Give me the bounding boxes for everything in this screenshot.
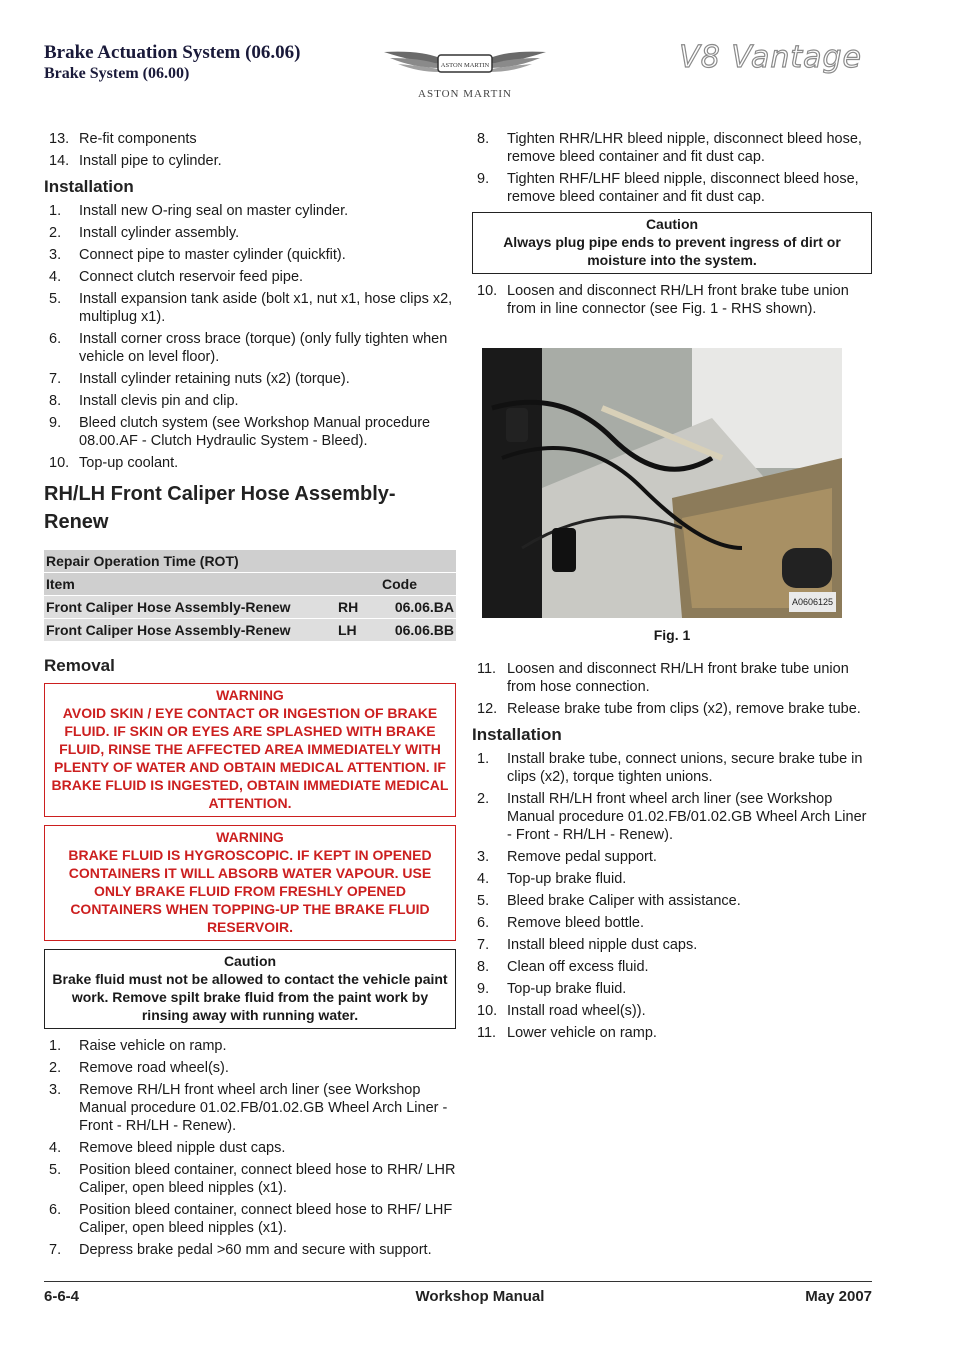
list-item xyxy=(44,1161,456,1197)
manual-title: Workshop Manual xyxy=(415,1288,545,1305)
list-item xyxy=(472,170,872,206)
step-text: Install cylinder assembly. xyxy=(79,225,240,241)
caution-box-paint xyxy=(44,949,456,1029)
bleed-steps-list xyxy=(472,130,872,206)
step-number: 10. xyxy=(477,283,498,299)
step-number: 10. xyxy=(477,1003,498,1019)
installation-heading: Installation xyxy=(44,177,134,196)
step-number: 6. xyxy=(477,915,490,931)
step-text: Install new O-ring seal on master cylinder. xyxy=(79,203,349,219)
hose-steps-list xyxy=(472,660,872,718)
step-number: 3. xyxy=(49,1082,62,1098)
list-item xyxy=(472,914,872,932)
rot-col-item: Item xyxy=(44,573,380,596)
list-item xyxy=(472,958,872,976)
step-text: Top-up brake fluid. xyxy=(507,981,627,997)
disconnect-steps-list xyxy=(472,282,872,318)
pre-steps-list xyxy=(44,130,456,170)
table-row xyxy=(44,596,456,619)
list-item xyxy=(44,1201,456,1237)
step-text: Install pipe to cylinder. xyxy=(79,153,222,169)
step-text: Loosen and disconnect RH/LH front brake tube union from hose connection. xyxy=(507,661,849,695)
step-number: 2. xyxy=(49,225,62,241)
list-item xyxy=(472,1024,872,1042)
step-text: Release brake tube from clips (x2), remove brake tube. xyxy=(507,701,861,717)
step-text: Remove RH/LH front wheel arch liner (see Workshop Manual procedure 01.02.FB/01.02.GB Wheel Arch Liner - Front - RH/LH - Renew). xyxy=(79,1082,448,1134)
list-item xyxy=(44,246,456,264)
wings-logo-icon xyxy=(380,42,550,86)
step-number: 3. xyxy=(49,247,62,263)
caution-box-plug-pipes xyxy=(472,212,872,274)
step-text: Remove road wheel(s). xyxy=(79,1060,229,1076)
step-text: Install clevis pin and clip. xyxy=(79,393,239,409)
step-number: 4. xyxy=(477,871,490,887)
step-number: 2. xyxy=(477,791,490,807)
step-number: 14. xyxy=(49,153,70,169)
step-number: 5. xyxy=(477,893,490,909)
warning-label: WARNING xyxy=(216,687,284,703)
step-text: Remove bleed nipple dust caps. xyxy=(79,1140,286,1156)
step-text: Remove bleed bottle. xyxy=(507,915,645,931)
rot-code: 06.06.BB xyxy=(380,619,456,642)
step-text: Loosen and disconnect RH/LH front brake tube union from in line connector (see Fig. 1 - RHS shown). xyxy=(507,283,849,317)
step-text: Tighten RHR/LHR bleed nipple, disconnect bleed hose, remove bleed container and fit dust cap. xyxy=(507,131,862,165)
list-item xyxy=(44,268,456,286)
list-item xyxy=(44,454,456,472)
step-text: Bleed clutch system (see Workshop Manual procedure 08.00.AF - Clutch Hydraulic System - Bleed). xyxy=(79,415,431,449)
step-number: 2. xyxy=(49,1060,62,1076)
step-text: Connect pipe to master cylinder (quickfit). xyxy=(79,247,346,263)
step-number: 8. xyxy=(477,131,490,147)
step-number: 13. xyxy=(49,131,70,147)
step-number: 11. xyxy=(477,661,497,677)
list-item xyxy=(44,202,456,220)
aston-martin-logo xyxy=(380,42,550,110)
step-number: 5. xyxy=(49,1162,62,1178)
warning-text: BRAKE FLUID IS HYGROSCOPIC. IF KEPT IN OPENED CONTAINERS IT WILL ABSORB WATER VAPOUR. USE ONLY BRAKE FLUID FROM FRESHLY OPENED CONTAINERS WHEN TOPPING-UP THE BRAKE FLUID RESERVOIR. xyxy=(68,847,432,935)
rot-col-code: Code xyxy=(380,573,456,596)
step-number: 3. xyxy=(477,849,490,865)
warning-label: WARNING xyxy=(216,829,284,845)
step-text: Install brake tube, connect unions, secure brake tube in clips (x2), torque tighten unions. xyxy=(507,751,863,785)
step-number: 1. xyxy=(49,1038,62,1054)
rot-code: 06.06.BA xyxy=(380,596,456,619)
rot-item: Front Caliper Hose Assembly-Renew xyxy=(44,619,336,642)
caution-text: Always plug pipe ends to prevent ingress of dirt or moisture into the system. xyxy=(503,234,841,268)
figure-id: A0606125 xyxy=(789,592,836,612)
list-item xyxy=(472,870,872,888)
header-subtitle: Brake System (06.00) xyxy=(44,65,190,82)
step-text: Position bleed container, connect bleed hose to RHF/ LHF Caliper, open bleed nipples (x1). xyxy=(79,1202,453,1236)
step-text: Bleed brake Caliper with assistance. xyxy=(507,893,741,909)
step-number: 4. xyxy=(49,1140,62,1156)
step-text: Position bleed container, connect bleed hose to RHR/ LHR Caliper, open bleed nipples (x1). xyxy=(79,1162,456,1196)
list-item xyxy=(472,936,872,954)
list-item xyxy=(472,750,872,786)
list-item xyxy=(472,790,872,844)
step-number: 9. xyxy=(49,415,62,431)
warning-box-skin-contact xyxy=(44,683,456,817)
list-item xyxy=(472,980,872,998)
step-number: 10. xyxy=(49,455,70,471)
list-item xyxy=(44,1241,456,1259)
caution-label: Caution xyxy=(223,953,277,969)
step-number: 6. xyxy=(49,331,62,347)
step-number: 11. xyxy=(477,1025,497,1041)
list-item xyxy=(472,892,872,910)
list-item xyxy=(472,700,872,718)
step-text: Top-up brake fluid. xyxy=(507,871,627,887)
list-item xyxy=(472,282,872,318)
step-number: 8. xyxy=(477,959,490,975)
warning-text: AVOID SKIN / EYE CONTACT OR INGESTION OF BRAKE FLUID. IF SKIN OR EYES ARE SPLASHED WITH BRAKE FLUID, RINSE THE AFFECTED AREA IMMEDIATELY WITH PLENTY OF WATER AND OBTAIN MEDICAL ATTENTION. IF BRAKE FLUID IS INGESTED, OBTAIN IMMEDIATE MEDICAL ATTENTION. xyxy=(51,705,449,811)
step-number: 7. xyxy=(49,1242,62,1258)
installation-heading-2: Installation xyxy=(472,725,562,744)
list-item xyxy=(44,130,456,148)
list-item xyxy=(44,1081,456,1135)
model-name: V8 Vantage xyxy=(679,40,862,75)
step-number: 4. xyxy=(49,269,62,285)
step-text: Raise vehicle on ramp. xyxy=(79,1038,227,1054)
caution-label: Caution xyxy=(645,216,699,232)
rot-side: RH xyxy=(336,596,380,619)
footer-divider xyxy=(44,1281,872,1282)
step-text: Top-up coolant. xyxy=(79,455,179,471)
step-number: 9. xyxy=(477,171,490,187)
step-text: Clean off excess fluid. xyxy=(507,959,649,975)
caution-text: Brake fluid must not be allowed to contact the vehicle paint work. Remove spilt brake fluid from the paint work by rinsing away with running water. xyxy=(52,971,448,1023)
step-number: 1. xyxy=(49,203,62,219)
list-item xyxy=(472,1002,872,1020)
section-title: RH/LH Front Caliper Hose Assembly-Renew xyxy=(44,483,396,533)
list-item xyxy=(44,414,456,450)
engine-bay-photo-icon xyxy=(482,348,842,618)
list-item xyxy=(44,330,456,366)
page-header xyxy=(44,42,300,84)
right-column xyxy=(472,130,872,1046)
step-text: Install bleed nipple dust caps. xyxy=(507,937,698,953)
step-text: Tighten RHF/LHF bleed nipple, disconnect bleed hose, remove bleed container and fit dust cap. xyxy=(507,171,859,205)
step-text: Depress brake pedal >60 mm and secure with support. xyxy=(79,1242,432,1258)
list-item xyxy=(44,1059,456,1077)
warning-box-hygroscopic xyxy=(44,825,456,941)
installation-steps-list xyxy=(44,202,456,472)
step-text: Install expansion tank aside (bolt x1, nut x1, hose clips x2, multiplug x1). xyxy=(79,291,453,325)
step-text: Re-fit components xyxy=(79,131,197,147)
list-item xyxy=(44,152,456,170)
removal-heading: Removal xyxy=(44,656,115,675)
list-item xyxy=(472,130,872,166)
publish-date: May 2007 xyxy=(805,1288,872,1305)
header-title: Brake Actuation System (06.06) xyxy=(44,42,301,63)
step-number: 9. xyxy=(477,981,490,997)
page-number: 6-6-4 xyxy=(44,1288,80,1305)
list-item xyxy=(44,1037,456,1055)
rot-table xyxy=(44,550,456,641)
list-item xyxy=(44,224,456,242)
step-number: 7. xyxy=(477,937,490,953)
table-row xyxy=(44,619,456,642)
installation-steps-list-2 xyxy=(472,750,872,1042)
step-number: 8. xyxy=(49,393,62,409)
list-item xyxy=(472,848,872,866)
step-text: Install corner cross brace (torque) (only fully tighten when vehicle on level floor). xyxy=(79,331,448,365)
step-text: Install road wheel(s)). xyxy=(507,1003,646,1019)
step-text: Install RH/LH front wheel arch liner (see Workshop Manual procedure 01.02.FB/01.02.GB Wheel Arch Liner - Front - RH/LH - Renew). xyxy=(507,791,867,843)
removal-steps-list xyxy=(44,1037,456,1259)
step-number: 1. xyxy=(477,751,490,767)
list-item xyxy=(44,392,456,410)
step-number: 5. xyxy=(49,291,62,307)
step-text: Install cylinder retaining nuts (x2) (torque). xyxy=(79,371,350,387)
step-text: Lower vehicle on ramp. xyxy=(507,1025,657,1041)
list-item xyxy=(44,1139,456,1157)
figure-caption: Fig. 1 xyxy=(653,627,691,643)
list-item xyxy=(472,660,872,696)
step-number: 12. xyxy=(477,701,498,717)
rot-side: LH xyxy=(336,619,380,642)
rot-table-title: Repair Operation Time (ROT) xyxy=(44,550,456,573)
step-text: Remove pedal support. xyxy=(507,849,657,865)
list-item xyxy=(44,370,456,388)
left-column xyxy=(44,130,456,1263)
step-number: 6. xyxy=(49,1202,62,1218)
logo-badge-text: ASTON MARTIN xyxy=(440,62,490,69)
step-number: 7. xyxy=(49,371,62,387)
list-item xyxy=(44,290,456,326)
figure-photo xyxy=(482,348,842,618)
rot-item: Front Caliper Hose Assembly-Renew xyxy=(44,596,336,619)
brand-name: ASTON MARTIN xyxy=(418,88,512,100)
step-text: Connect clutch reservoir feed pipe. xyxy=(79,269,304,285)
